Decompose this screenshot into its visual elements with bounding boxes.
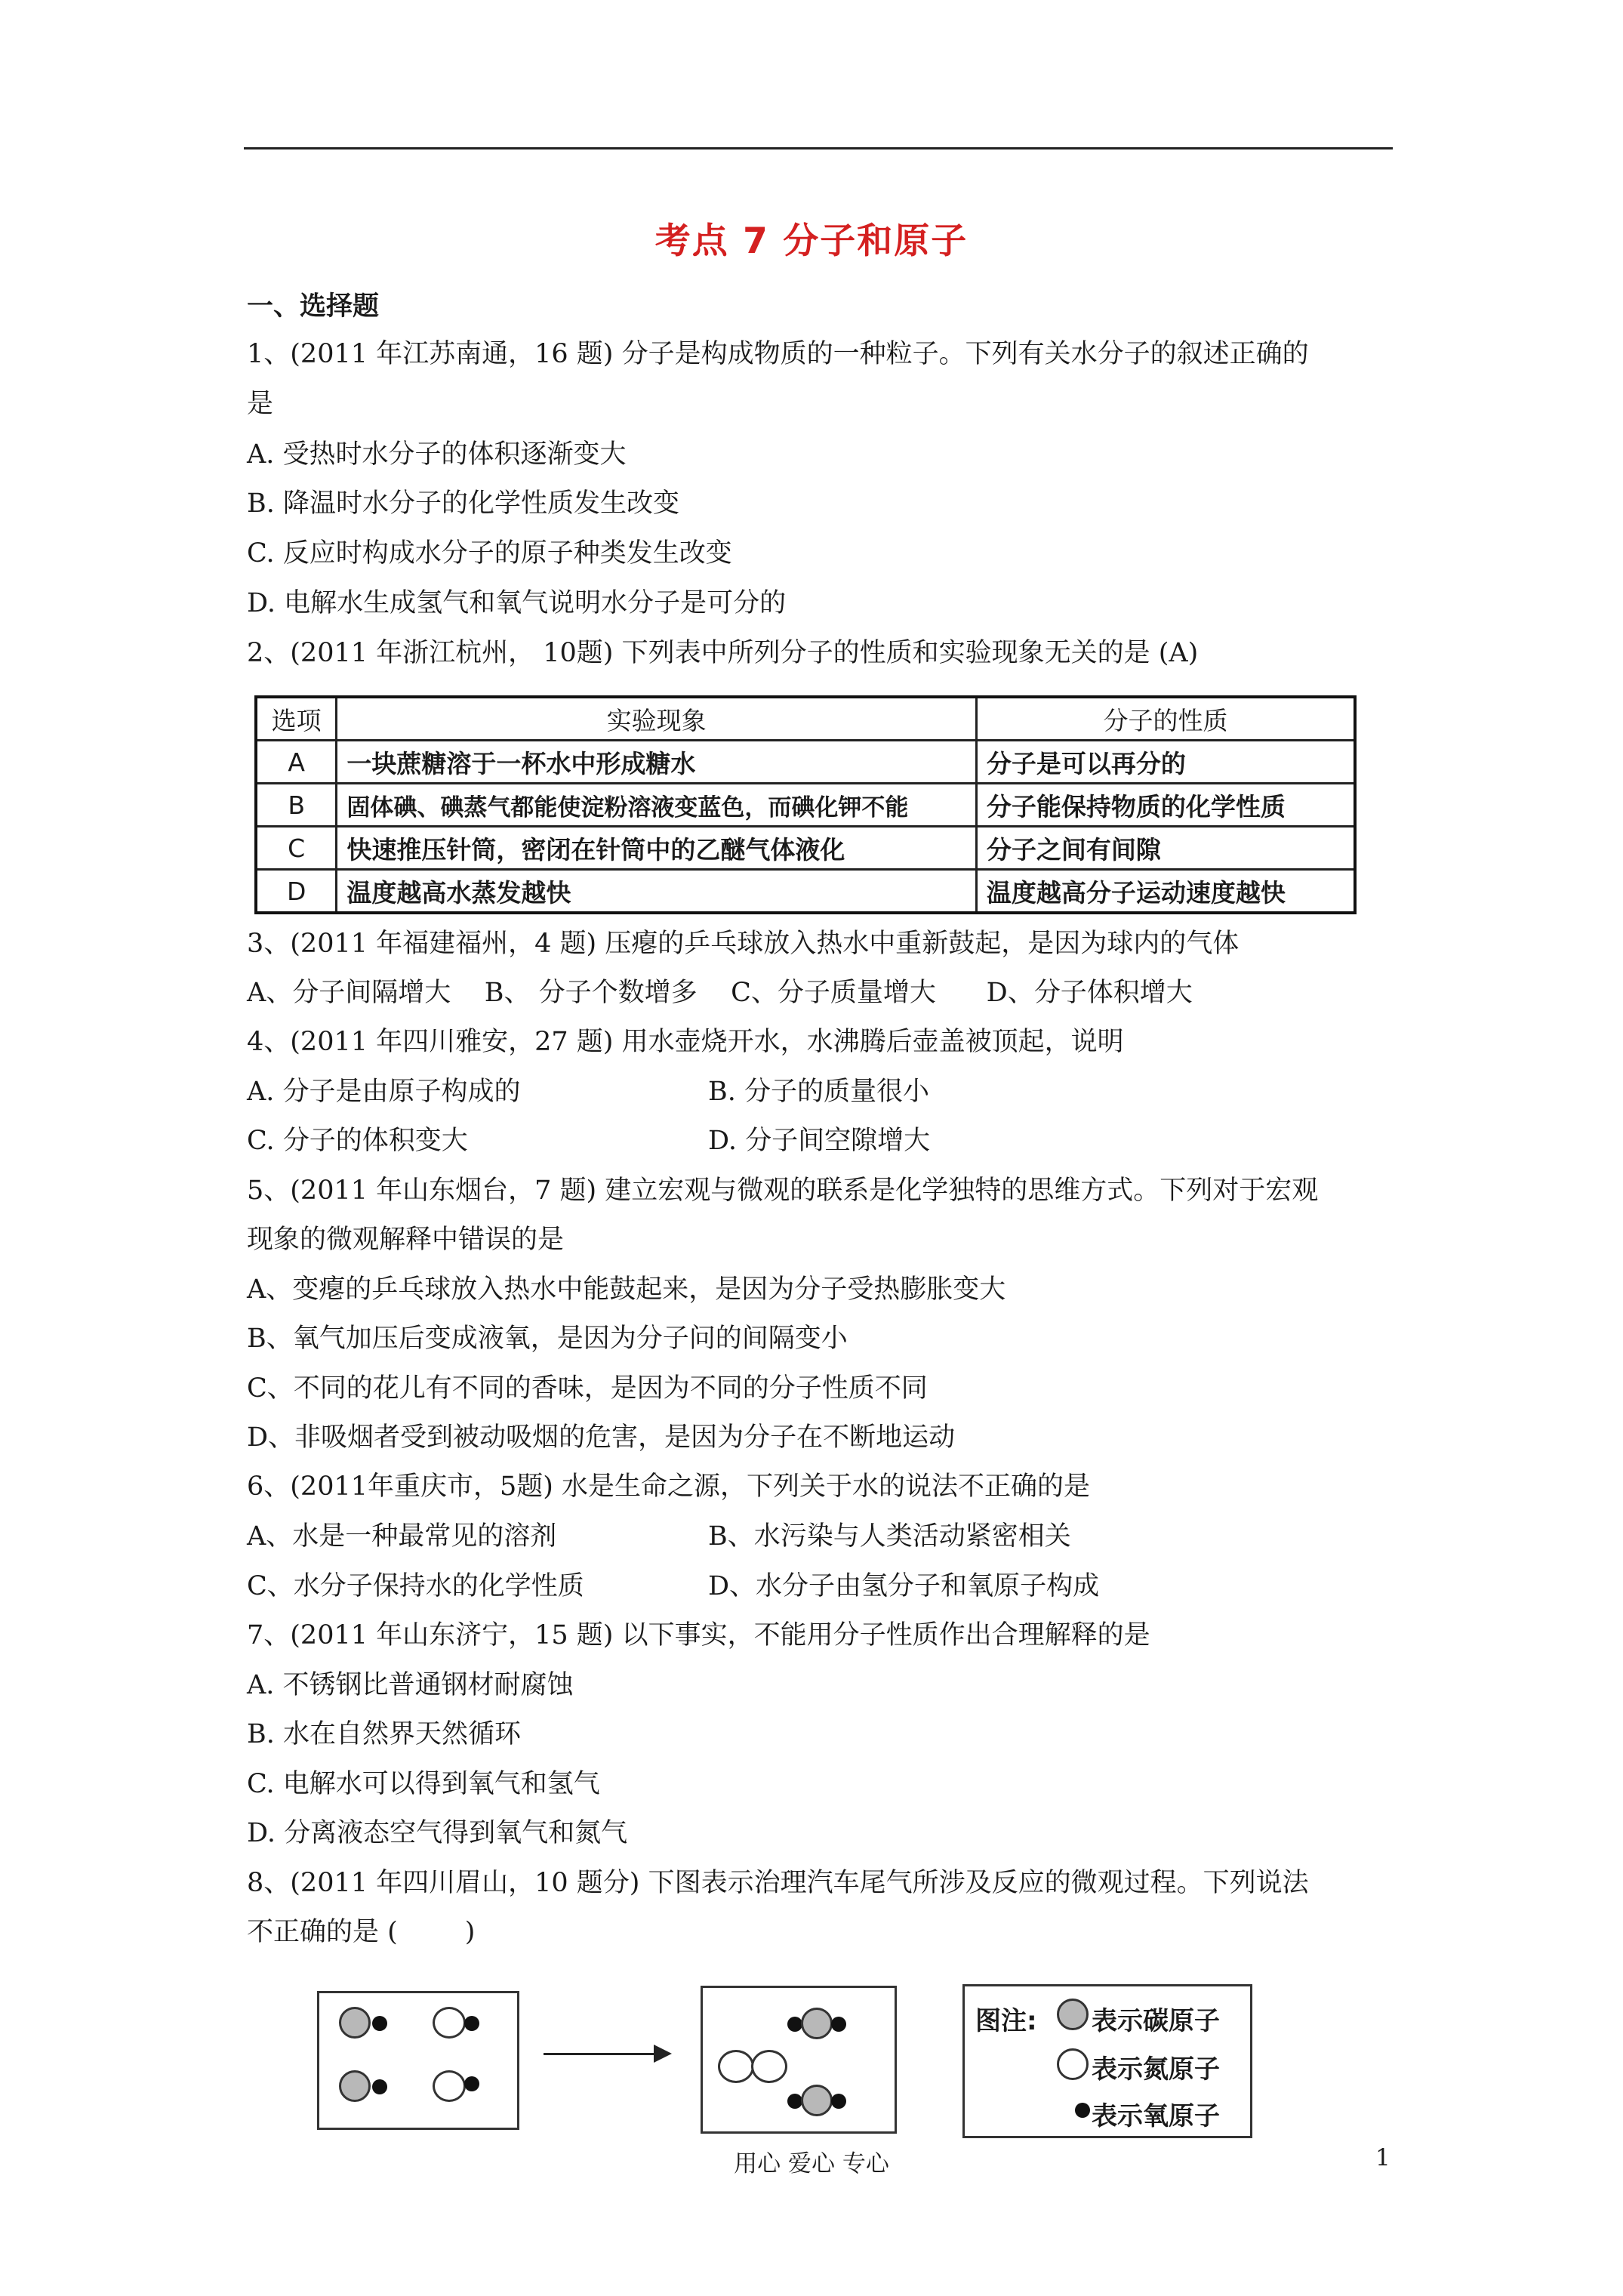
q7-stem: 7、(2011 年山东济宁，15 题) 以下事实，不能用分子性质作出合理解释的是 — [247, 1620, 1150, 1650]
nitrogen-atom-icon — [751, 2050, 787, 2083]
legend-nitrogen: 表示氮原子 — [1092, 2054, 1220, 2085]
table-cell: A — [256, 741, 337, 784]
nitrogen-atom-icon — [433, 2007, 466, 2039]
q7-option-d: D. 分离液态空气得到氧气和氮气 — [247, 1818, 628, 1848]
oxygen-atom-icon — [372, 2016, 387, 2031]
oxygen-atom-icon — [787, 2094, 802, 2109]
oxygen-atom-icon — [1075, 2103, 1090, 2118]
carbon-atom-icon — [801, 2008, 833, 2039]
q5-stem: 5、(2011 年山东烟台，7 题) 建立宏观与微观的联系是化学独特的思维方式。下列对于宏观 — [247, 1176, 1319, 1206]
table-cell: 快速推压针筒，密闭在针筒中的乙醚气体液化 — [337, 827, 977, 870]
q6-option-a: A、水是一种最常见的溶剂 — [247, 1521, 557, 1552]
table-row — [256, 870, 1355, 914]
q1-option-c: C. 反应时构成水分子的原子种类发生改变 — [247, 538, 732, 569]
nitrogen-atom-icon — [718, 2050, 754, 2083]
q8-stem: 8、(2011 年四川眉山，10 题分) 下图表示治理汽车尾气所涉及反应的微观过程。下列说法 — [247, 1868, 1309, 1898]
table-cell: 分子能保持物质的化学性质 — [976, 784, 1355, 827]
q4-stem: 4、(2011 年四川雅安，27 题) 用水壶烧开水，水沸腾后壶盖被顶起，说明 — [247, 1027, 1124, 1057]
q6-option-d: D、水分子由氢分子和氧原子构成 — [708, 1571, 1100, 1601]
carbon-atom-icon — [339, 2007, 371, 2039]
page-number: 1 — [1375, 2144, 1390, 2171]
table-cell: 固体碘、碘蒸气都能使淀粉溶液变蓝色，而碘化钾不能 — [337, 784, 977, 827]
q1-option-a: A. 受热时水分子的体积逐渐变大 — [247, 439, 627, 470]
q8-stem-cont: 不正确的是 ( ) — [247, 1917, 476, 1947]
table-row — [256, 741, 1355, 784]
carbon-atom-icon — [801, 2085, 833, 2116]
reactants-box — [317, 1991, 519, 2130]
legend-carbon: 表示碳原子 — [1092, 2006, 1220, 2036]
q6-option-b: B、水污染与人类活动紧密相关 — [708, 1521, 1071, 1552]
products-box — [701, 1986, 897, 2134]
q4-option-b: B. 分子的质量很小 — [708, 1077, 929, 1107]
reaction-arrow — [544, 2053, 657, 2055]
header-rule — [244, 147, 1393, 149]
q5-stem-cont: 现象的微观解释中错误的是 — [247, 1225, 565, 1255]
table-cell: 温度越高水蒸发越快 — [337, 870, 977, 914]
table-cell: B — [256, 784, 337, 827]
carbon-atom-icon — [1057, 1999, 1089, 2030]
q6-stem: 6、(2011年重庆市，5题) 水是生命之源，下列关于水的说法不正确的是 — [247, 1472, 1091, 1502]
q5-option-a: A、变瘪的乒乓球放入热水中能鼓起来，是因为分子受热膨胀变大 — [247, 1274, 1006, 1305]
page-footer: 用心 爱心 专心 — [734, 2150, 889, 2177]
oxygen-atom-icon — [787, 2017, 802, 2032]
page-title: 考点 7 分子和原子 — [654, 220, 969, 262]
legend-label: 图注: — [975, 2006, 1037, 2036]
table-header: 实验现象 — [337, 697, 977, 741]
oxygen-atom-icon — [464, 2016, 479, 2031]
table-cell: 温度越高分子运动速度越快 — [976, 870, 1355, 914]
q1-stem: 1、(2011 年江苏南通，16 题) 分子是构成物质的一种粒子。下列有关水分子的叙述正确的 — [247, 339, 1309, 369]
q5-option-d: D、非吸烟者受到被动吸烟的危害，是因为分子在不断地运动 — [247, 1422, 956, 1453]
q2-table — [254, 695, 1357, 914]
arrow-head-icon — [654, 2045, 672, 2063]
table-cell: C — [256, 827, 337, 870]
q1-option-d: D. 电解水生成氢气和氧气说明水分子是可分的 — [247, 588, 787, 618]
nitrogen-atom-icon — [1057, 2048, 1089, 2080]
q5-option-b: B、氧气加压后变成液氧，是因为分子问的间隔变小 — [247, 1324, 848, 1354]
q2-stem: 2、(2011 年浙江杭州， 10题) 下列表中所列分子的性质和实验现象无关的是 (A) — [247, 638, 1199, 668]
carbon-atom-icon — [339, 2070, 371, 2102]
q7-option-c: C. 电解水可以得到氧气和氢气 — [247, 1769, 600, 1799]
oxygen-atom-icon — [464, 2076, 479, 2091]
table-header-row — [256, 697, 1355, 741]
table-cell: 分子是可以再分的 — [976, 741, 1355, 784]
q7-option-b: B. 水在自然界天然循环 — [247, 1719, 521, 1749]
q5-option-c: C、不同的花儿有不同的香味，是因为不同的分子性质不同 — [247, 1373, 928, 1404]
oxygen-atom-icon — [831, 2094, 846, 2109]
table-row — [256, 827, 1355, 870]
q4-option-a: A. 分子是由原子构成的 — [247, 1077, 521, 1107]
q6-option-c: C、水分子保持水的化学性质 — [247, 1571, 584, 1601]
section-heading: 一、选择题 — [247, 291, 380, 322]
q3-options: A、分子间隔增大 B、 分子个数增多 C、分子质量增大 D、分子体积增大 — [247, 978, 1193, 1008]
oxygen-atom-icon — [831, 2017, 846, 2032]
q4-option-c: C. 分子的体积变大 — [247, 1126, 468, 1156]
table-header: 分子的性质 — [976, 697, 1355, 741]
table-cell: D — [256, 870, 337, 914]
legend-oxygen: 表示氧原子 — [1092, 2101, 1220, 2131]
q1-option-b: B. 降温时水分子的化学性质发生改变 — [247, 488, 679, 519]
q4-option-d: D. 分子间空隙增大 — [708, 1126, 931, 1156]
table-cell: 一块蔗糖溶于一杯水中形成糖水 — [337, 741, 977, 784]
table-cell: 分子之间有间隙 — [976, 827, 1355, 870]
q1-stem-cont: 是 — [247, 389, 274, 419]
table-row — [256, 784, 1355, 827]
q3-stem: 3、(2011 年福建福州，4 题) 压瘪的乒乓球放入热水中重新鼓起，是因为球内的气体 — [247, 929, 1240, 959]
nitrogen-atom-icon — [433, 2070, 466, 2102]
table-header: 选项 — [256, 697, 337, 741]
oxygen-atom-icon — [372, 2079, 387, 2094]
q7-option-a: A. 不锈钢比普通钢材耐腐蚀 — [247, 1670, 574, 1700]
legend-box — [962, 1984, 1252, 2138]
